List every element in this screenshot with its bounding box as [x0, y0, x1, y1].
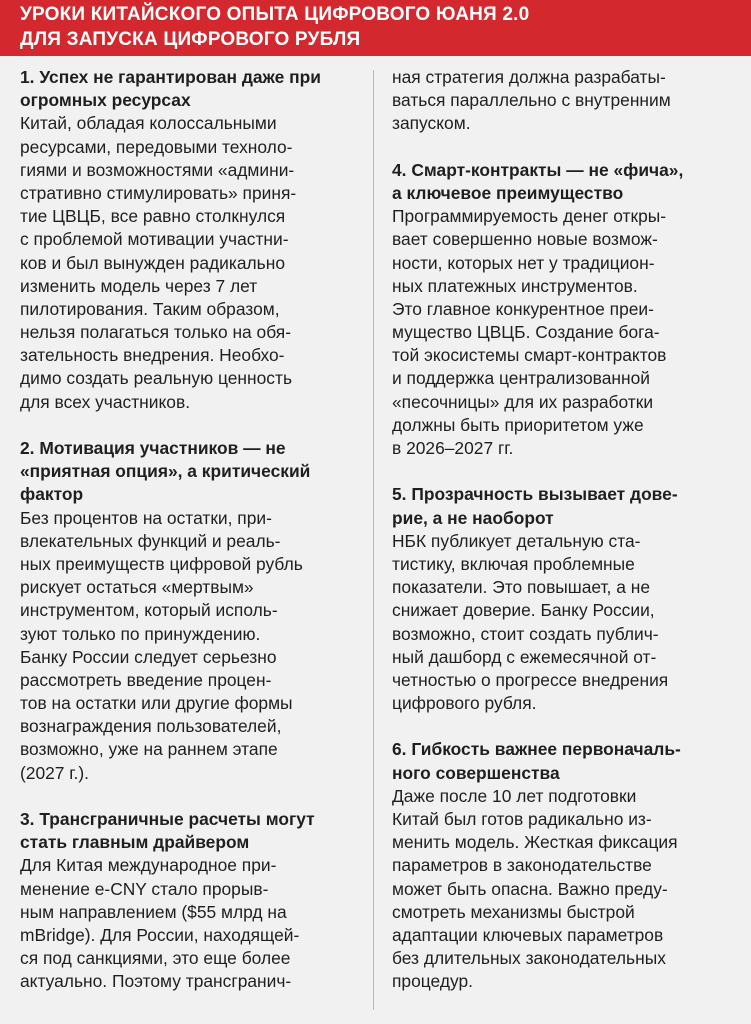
body-text-line: ся под санкциями, это еще более — [20, 948, 291, 969]
body-text-line: mBridge). Для России, находящей- — [20, 924, 300, 945]
body-text-line: гиями и возможностями «админи- — [20, 159, 295, 180]
paragraph-gap — [392, 715, 728, 738]
body-text-line: Для Китая международное при- — [20, 855, 277, 876]
body-text-line: адаптации ключевых параметров — [392, 924, 664, 945]
body-text-line: без длительных законодательных — [392, 948, 666, 969]
section-heading-line: 3. Трансграничные расчеты могут — [20, 809, 315, 829]
body-text-line: Без процентов на остатки, при- — [20, 507, 272, 528]
section-heading-line: 6. Гибкость важнее первоначаль- — [392, 739, 681, 760]
body-text-line: менение e-CNY стало прорыв- — [20, 878, 269, 899]
section-heading-line: огромных ресурсах — [20, 90, 191, 111]
body-text-line: Банку России следует серьезно — [20, 646, 277, 667]
body-text-line: влекательных функций и реаль- — [20, 530, 281, 551]
body-text-line: ков и был вынужден радикально — [20, 252, 286, 273]
section-heading-line: 2. Мотивация участников — не — [20, 438, 286, 458]
body-text-line: ных преимуществ цифровой рубль — [20, 553, 303, 574]
body-text-line: смотреть механизмы быстрой — [392, 901, 635, 922]
section-heading-line: ного совершенства — [392, 762, 560, 783]
body-text-line: (2027 г.). — [20, 762, 89, 783]
section-heading-line: стать главным драйвером — [20, 832, 250, 853]
body-text-line: актуально. Поэтому трансгранич- — [20, 971, 292, 992]
column-divider — [373, 70, 374, 1010]
body-text-line: ный дашборд с ежемесячной от- — [392, 646, 657, 667]
body-text-line: и поддержка централизованной — [392, 368, 650, 389]
body-text-line: ности, которых нет у традицион- — [392, 252, 655, 273]
section-heading-line: 1. Успех не гарантирован даже при — [20, 67, 321, 87]
body-text-line: в 2026–2027 гг. — [392, 438, 514, 458]
body-text-line: с проблемой мотивации участни- — [20, 229, 289, 250]
body-text-line: Китай был готов радикально из- — [392, 809, 652, 829]
body-text-line: вознаграждения пользователей, — [20, 716, 282, 737]
section-heading-line: фактор — [20, 484, 84, 505]
body-text-line: ным направлением ($55 млрд на — [20, 901, 287, 922]
body-text-line: стративно стимулировать» приня- — [20, 182, 297, 203]
header-banner — [0, 0, 751, 56]
body-text-line: Это главное конкурентное преи- — [392, 298, 654, 319]
body-text-line: ных платежных инструментов. — [392, 275, 638, 296]
body-text-line: НБК публикует детальную ста- — [392, 530, 641, 551]
body-text-line: Программируемость денег откры- — [392, 206, 667, 227]
body-text-line: зательность внедрения. Необхо- — [20, 345, 285, 366]
section-heading-line: 4. Смарт-контракты — не «фича», — [392, 159, 684, 180]
body-text-line: инструментом, который исполь- — [20, 600, 278, 621]
body-text-line: цифрового рубля. — [392, 693, 537, 714]
body-text-line: вает совершенно новые возмож- — [392, 229, 658, 250]
body-text-line: тие ЦВЦБ, все равно столкнулся — [20, 206, 286, 227]
body-text-line: снижает доверие. Банку России, — [392, 600, 655, 621]
header-title-line-1: УРОКИ КИТАЙСКОГО ОПЫТА ЦИФРОВОГО ЮАНЯ 2.0 — [20, 4, 530, 25]
body-text-line: запуском. — [392, 113, 471, 134]
body-text-line: димо создать реальную ценность — [20, 368, 293, 389]
body-text-line: «песочницы» для их разработки — [392, 391, 654, 412]
body-text-line: Китай, обладая колоссальными — [20, 113, 277, 134]
body-text-line: Даже после 10 лет подготовки — [392, 785, 637, 806]
right-column — [392, 58, 728, 994]
body-text-line: параметров в законодательстве — [392, 855, 652, 876]
column-top-spacer — [20, 58, 356, 66]
paragraph-gap — [392, 136, 728, 159]
body-text-line: пилотирования. Таким образом, — [20, 298, 280, 319]
paragraph-gap — [392, 460, 728, 483]
body-text-line: показатели. Это повышает, а не — [392, 577, 651, 598]
body-text-line: может быть опасна. Важно преду- — [392, 878, 668, 899]
body-text-line: возможно, стоит создать публич- — [392, 623, 659, 644]
section-heading-line: рие, а не наоборот — [392, 507, 554, 528]
body-text-line: ная стратегия должна разрабаты- — [392, 67, 666, 87]
header-title-line-2: ДЛЯ ЗАПУСКА ЦИФРОВОГО РУБЛЯ — [20, 29, 361, 50]
body-text-line: менить модель. Жесткая фиксация — [392, 832, 678, 853]
body-text-line: тистику, включая проблемные — [392, 553, 635, 574]
body-text-line: изменить модель через 7 лет — [20, 275, 258, 296]
paragraph-gap — [20, 785, 356, 808]
body-text-line: зуют только по принуждению. — [20, 623, 261, 644]
body-text-line: рассмотреть введение процен- — [20, 669, 272, 690]
body-text-line: рискует остаться «мертвым» — [20, 577, 254, 598]
body-text-line: должны быть приоритетом уже — [392, 414, 644, 435]
body-text-line: мущество ЦВЦБ. Создание бога- — [392, 322, 660, 343]
column-top-spacer — [392, 58, 728, 66]
body-text-line: процедур. — [392, 971, 473, 992]
body-text-line: четностью о прогрессе внедрения — [392, 669, 669, 690]
section-heading-line: а ключевое преимущество — [392, 182, 624, 203]
body-text-line: возможно, уже на раннем этапе — [20, 739, 278, 760]
left-column — [20, 58, 356, 994]
section-heading-line: 5. Прозрачность вызывает дове- — [392, 484, 678, 505]
body-text-line: ваться параллельно с внутренним — [392, 90, 671, 111]
section-heading-line: «приятная опция», а критический — [20, 461, 311, 482]
body-text-line: тов на остатки или другие формы — [20, 693, 293, 714]
body-text-line: ресурсами, передовыми техноло- — [20, 136, 293, 157]
body-text-line: той экосистемы смарт-контрактов — [392, 345, 667, 366]
paragraph-gap — [20, 414, 356, 437]
body-text-line: для всех участников. — [20, 391, 191, 412]
body-text-line: нельзя полагаться только на обя- — [20, 322, 292, 343]
